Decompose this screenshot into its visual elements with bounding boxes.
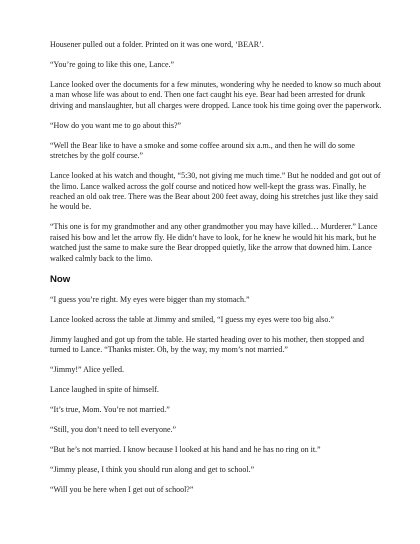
- paragraph: “I guess you’re right. My eyes were bigger than my stomach.”: [50, 294, 250, 304]
- paragraph: “This one is for my grandmother and any other grandmother you may have killed… Murderer.” Lance raised his bow and let the arrow fly. He didn’t have to look, for he knew he would hit his mark, but he watched just the same to make sure the Bear dropped quietly, like the arrow that downed him. Lance walked calmly back to the limo.: [50, 222, 378, 263]
- document-page: [50, 40, 384, 505]
- paragraph: “Well the Bear like to have a smoke and some coffee around six a.m., and then he will do some stretches by the golf course.”: [50, 140, 355, 161]
- paragraph: “You’re going to like this one, Lance.”: [50, 60, 175, 69]
- paragraph: Lance laughed in spite of himself.: [50, 385, 159, 395]
- paragraph: “But he’s not married. I know because I looked at his hand and he has no ring on it.”: [50, 445, 321, 455]
- paragraph: “How do you want me to go about this?”: [50, 120, 182, 130]
- paragraph: Lance looked at his watch and thought, “5:30, not giving me much time.” But he nodded and got out of the limo. Lance walked across the golf course and noticed how well-kept the grass was. Finally, he reached an old oak tree. There was the Bear about 200 feet away, doing his stretches just like they said he would be.: [50, 171, 381, 212]
- paragraph: “Will you be here when I get out of school?”: [50, 485, 194, 495]
- paragraph: “Still, you don’t need to tell everyone.”: [50, 425, 177, 435]
- section-heading: Now: [50, 273, 71, 285]
- paragraph: “Jimmy please, I think you should run along and get to school.”: [50, 465, 255, 475]
- paragraph: Housener pulled out a folder. Printed on it was one word, ‘BEAR’.: [50, 40, 264, 49]
- paragraph: “It’s true, Mom. You’re not married.”: [50, 405, 170, 415]
- paragraph: Lance looked across the table at Jimmy and smiled, “I guess my eyes were too big also.”: [50, 314, 334, 324]
- paragraph: Jimmy laughed and got up from the table. He started heading over to his mother, then stopped and turned to Lance. “Thanks mister. Oh, by the way, my mom’s not married.”: [50, 334, 365, 355]
- paragraph: Lance looked over the documents for a few minutes, wondering why he needed to know so much about a man whose life was about to end. Then one fact caught his eye. Bear had been arrested for drunk driving and manslaughter, but all charges were dropped. Lance took his time going over the paperwork.: [50, 80, 382, 110]
- paragraph: “Jimmy!” Alice yelled.: [50, 365, 124, 375]
